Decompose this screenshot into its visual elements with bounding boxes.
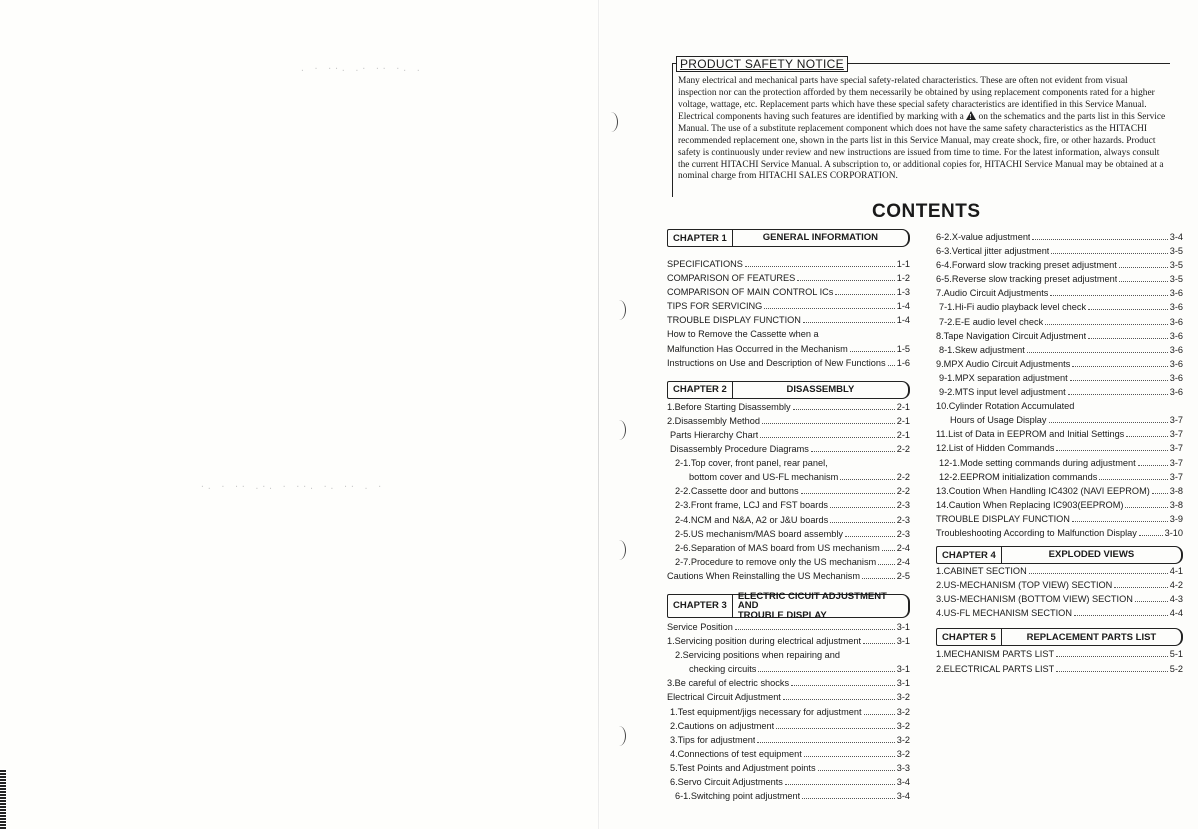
toc-entry-page: 2-1 [896, 415, 910, 426]
toc-entry-page: 3-1 [896, 664, 910, 675]
toc-entry-title: 4.US-FL MECHANISM SECTION [936, 608, 1072, 619]
toc-entry-title: TROUBLE DISPLAY FUNCTION [936, 513, 1070, 524]
toc-entry-page: 3-5 [1169, 274, 1183, 285]
toc-entry-page: 3-6 [1169, 387, 1183, 398]
leader-dots [830, 507, 895, 508]
toc-entry-title: 12-1.Mode setting commands during adjustment [939, 457, 1136, 468]
toc-entry-title: bottom cover and US-FL mechanism [689, 472, 839, 483]
toc-entry-page: 3-10 [1164, 527, 1183, 538]
toc-entry [667, 707, 910, 721]
toc-entry-title: Parts Hierarchy Chart [670, 429, 759, 440]
contents-right-column [936, 232, 1183, 678]
leader-dots [1072, 366, 1167, 367]
toc-entry-page: 3-9 [1169, 513, 1183, 524]
toc-entry-page: 2-3 [896, 528, 910, 539]
toc-entry-title: 2-7.Procedure to remove only the US mechanism [675, 556, 877, 567]
toc-entry-page: 4-2 [1169, 580, 1183, 591]
toc-entry-page: 3-2 [896, 706, 910, 717]
toc-entry-page: 3-1 [896, 621, 910, 632]
toc-entry-title: 13.Coution When Handling IC4302 (NAVI EEPROM) [936, 485, 1150, 496]
toc-entry [667, 315, 910, 329]
leader-dots [1049, 422, 1168, 423]
toc-entry [936, 649, 1183, 663]
toc-entry-title: 2-2.Cassette door and buttons [675, 486, 799, 497]
leader-dots [1056, 671, 1167, 672]
toc-entry [936, 232, 1183, 246]
toc-entry-title: 6-1.Switching point adjustment [675, 791, 801, 802]
toc-entry [667, 486, 910, 500]
scan-edge-mark [0, 769, 6, 829]
chapter-4-header [936, 546, 1183, 564]
toc-entry-title: 2.ELECTRICAL PARTS LIST [936, 663, 1055, 674]
toc-entry-title: How to Remove the Cassette when a [667, 329, 819, 340]
toc-entry-title: 2.Servicing positions when repairing and [675, 650, 840, 661]
leader-dots [1029, 573, 1168, 574]
leader-dots [878, 564, 895, 565]
toc-entry-page: 3-7 [1169, 457, 1183, 468]
warning-triangle-icon [966, 111, 976, 120]
toc-entry [667, 500, 910, 514]
toc-entry-page: 3-8 [1169, 485, 1183, 496]
toc-entry [936, 415, 1183, 429]
toc-entry [667, 273, 910, 287]
toc-entry-page: 3-6 [1169, 288, 1183, 299]
toc-entry-page: 3-2 [896, 748, 910, 759]
toc-entry-page: 1-4 [896, 315, 910, 326]
toc-entry-title: 6-3.Vertical jitter adjustment [936, 246, 1050, 257]
contents-left-column [667, 229, 910, 805]
toc-entry-page: 2-1 [896, 429, 910, 440]
leader-dots [735, 629, 895, 630]
toc-entry-title: Malfunction Has Occurred in the Mechanism [667, 343, 848, 354]
leader-dots [1070, 380, 1168, 381]
toc-entry [667, 622, 910, 636]
toc-entry [936, 458, 1183, 472]
toc-entry-title: 4.Connections of test equipment [670, 748, 802, 759]
toc-entry-title: 6-5.Reverse slow tracking preset adjustment [936, 274, 1118, 285]
toc-entry [667, 678, 910, 692]
toc-entry [667, 402, 910, 416]
toc-entry-page: 2-5 [896, 570, 910, 581]
leader-dots [1045, 324, 1168, 325]
page-fold [598, 0, 599, 829]
toc-entry [667, 692, 910, 706]
toc-entry-page: 4-1 [1169, 566, 1183, 577]
toc-entry [936, 274, 1183, 288]
toc-entry [667, 557, 910, 571]
toc-entry-page: 2-3 [896, 500, 910, 511]
toc-entry-page: 2-4 [896, 556, 910, 567]
toc-entry-title: 1.MECHANISM PARTS LIST [936, 649, 1055, 660]
leader-dots [835, 294, 894, 295]
binding-hole-mark [604, 112, 618, 132]
leader-dots [830, 522, 895, 523]
toc-entry-title: 7-2.E-E audio level check [939, 316, 1044, 327]
leader-dots [850, 351, 895, 352]
toc-entry-page: 1-3 [896, 287, 910, 298]
toc-entry-page: 3-7 [1169, 429, 1183, 440]
toc-entry [936, 580, 1183, 594]
toc-entry [936, 443, 1183, 457]
toc-entry-title: 2-3.Front frame, LCJ and FST boards [675, 500, 829, 511]
leader-dots [1032, 239, 1167, 240]
toc-entry-title: 9.MPX Audio Circuit Adjustments [936, 358, 1071, 369]
toc-entry [667, 636, 910, 650]
safety-notice-text: Many electrical and mechanical parts have special safety-related characteristics. These are often not evident from visual inspection nor can the protection afforded by them necessarily be obtained by using replacement components rated for a higher voltage, wattage, etc. Replacement parts which have these special safety characteristics are identified in this Service Manual. Electrical components having such features are identified by marking with a ! on the schematics and the parts list in this Service Manual. The use of a substitute replacement component which does not have the same safety characteristics as the HITACHI recommended replacement one, shown in the parts list in this Service Manual, may create shock, fire, or other hazards. Product safety is continuously under review and new instructions are issued from time to time. For the latest information, always consult the current HITACHI Service Manual. A subscription to, or additional copies for, HITACHI Service Manual may be obtained at a nominal charge from HITACHI SALES CORPORATION. [678, 76, 1166, 183]
leader-dots [793, 409, 895, 410]
toc-entry-title: 12.List of Hidden Commands [936, 443, 1055, 454]
toc-entry [667, 650, 910, 664]
toc-entry [667, 430, 910, 444]
toc-entry-title: 6-4.Forward slow tracking preset adjustment [936, 260, 1117, 271]
toc-entry-title: 1.Servicing position during electrical adjustment [667, 636, 862, 647]
toc-entry-page: 3-7 [1169, 471, 1183, 482]
toc-entry-page: 3-8 [1169, 499, 1183, 510]
toc-entry [936, 302, 1183, 316]
scan-noise: ·. · ·· .·. · ··. ·. ·· . · [200, 482, 385, 491]
contents-heading: CONTENTS [872, 201, 981, 222]
chapter-3-continued-entries [936, 232, 1183, 542]
toc-entry [667, 664, 910, 678]
toc-entry-title: 1.CABINET SECTION [936, 566, 1027, 577]
toc-entry [936, 566, 1183, 580]
toc-entry [936, 317, 1183, 331]
toc-entry-title: 9-1.MPX separation adjustment [939, 372, 1068, 383]
toc-entry-title: 2-4.NCM and N&A, A2 or J&U boards [675, 514, 829, 525]
toc-entry [936, 288, 1183, 302]
toc-entry-page: 3-2 [896, 720, 910, 731]
toc-entry-title: 2-1.Top cover, front panel, rear panel, [675, 458, 828, 469]
toc-entry [936, 331, 1183, 345]
chapter-title: EXPLODED VIEWS [1048, 549, 1135, 561]
chapter-title: REPLACEMENT PARTS LIST [1026, 631, 1157, 643]
leader-dots [1056, 450, 1167, 451]
chapter-title: DISASSEMBLY [786, 384, 855, 395]
chapter-2-header [667, 381, 910, 399]
toc-entry-title: 3.Tips for adjustment [670, 734, 756, 745]
leader-dots [1050, 295, 1167, 296]
toc-entry-title: TIPS FOR SERVICING [667, 301, 763, 312]
chapter-1-entries [667, 259, 910, 372]
toc-entry-page: 2-2 [896, 472, 910, 483]
toc-entry-title: 2.Disassembly Method [667, 415, 760, 426]
toc-entry-page: 3-7 [1169, 443, 1183, 454]
toc-entry [667, 749, 910, 763]
toc-entry [936, 387, 1183, 401]
toc-entry [936, 472, 1183, 486]
leader-dots [783, 699, 895, 700]
leader-dots [1114, 587, 1167, 588]
leader-dots [785, 784, 895, 785]
toc-entry-title: 11.List of Data in EEPROM and Initial Settings [936, 429, 1125, 440]
toc-entry [667, 529, 910, 543]
leader-dots [888, 365, 895, 366]
toc-entry-page: 2-4 [896, 542, 910, 553]
leader-dots [1074, 615, 1168, 616]
leader-dots [1088, 338, 1168, 339]
toc-entry-title: 5.Test Points and Adjustment points [670, 762, 816, 773]
toc-entry-title: 7.Audio Circuit Adjustments [936, 288, 1049, 299]
toc-entry-page: 3-2 [896, 692, 910, 703]
toc-entry [667, 358, 910, 372]
toc-entry-page: 3-6 [1169, 302, 1183, 313]
toc-entry-page: 2-3 [896, 514, 910, 525]
toc-entry [936, 373, 1183, 387]
leader-dots [1068, 394, 1168, 395]
chapter-title: GENERAL INFORMATION [762, 232, 879, 244]
leader-dots [797, 280, 894, 281]
leader-dots [1152, 493, 1168, 494]
toc-entry [936, 359, 1183, 373]
leader-dots [762, 423, 895, 424]
leader-dots [1139, 535, 1163, 536]
leader-dots [1051, 253, 1167, 254]
leader-dots [1056, 656, 1168, 657]
toc-entry-title: 2-6.Separation of MAS board from US mechanism [675, 542, 880, 553]
toc-entry [936, 429, 1183, 443]
toc-entry [936, 528, 1183, 542]
leader-dots [1099, 479, 1167, 480]
chapter-4-entries [936, 566, 1183, 622]
chapter-5-header [936, 628, 1183, 646]
leader-dots [776, 728, 895, 729]
toc-entry-title: 14.Caution When Replacing IC903(EEPROM) [936, 499, 1124, 510]
leader-dots [1126, 436, 1167, 437]
toc-entry [936, 246, 1183, 260]
toc-entry-title: 6-2.X-value adjustment [936, 232, 1031, 242]
toc-entry-page: 4-4 [1169, 608, 1183, 619]
toc-entry [936, 500, 1183, 514]
toc-entry [936, 401, 1183, 415]
leader-dots [802, 798, 895, 799]
toc-entry-page: 1-6 [896, 357, 910, 368]
leader-dots [1088, 309, 1168, 310]
leader-dots [845, 536, 895, 537]
leader-dots [1125, 507, 1167, 508]
leader-dots [1072, 521, 1168, 522]
toc-entry-title: Disassembly Procedure Diagrams [670, 444, 809, 455]
toc-entry-title: COMPARISON OF MAIN CONTROL ICs [667, 287, 834, 298]
leader-dots [840, 479, 894, 480]
leader-dots [882, 550, 895, 551]
toc-entry [667, 777, 910, 791]
binding-hole-mark [612, 540, 626, 560]
toc-entry-page: 1-1 [896, 259, 910, 269]
leader-dots [1119, 267, 1168, 268]
chapter-label: CHAPTER 2 [668, 382, 733, 398]
chapter-label: CHAPTER 1 [668, 230, 733, 246]
binding-hole-mark [612, 726, 626, 746]
toc-entry-page: 2-2 [896, 486, 910, 497]
toc-entry-title: 6.Servo Circuit Adjustments [670, 777, 783, 787]
toc-entry [936, 345, 1183, 359]
toc-entry [667, 444, 910, 458]
leader-dots [760, 437, 894, 438]
leader-dots [1138, 465, 1168, 466]
toc-entry-page: 3-1 [896, 636, 910, 647]
toc-entry [936, 260, 1183, 274]
chapter-title: ELECTRIC CICUIT ADJUSTMENT AND TROUBLE DISPLAY [737, 590, 887, 621]
toc-entry-page: 1-2 [896, 273, 910, 284]
toc-entry-title: 3.US-MECHANISM (BOTTOM VIEW) SECTION [936, 594, 1133, 605]
toc-entry-title: TROUBLE DISPLAY FUNCTION [667, 315, 801, 326]
toc-entry-title: 1.Test equipment/jigs necessary for adjustment [670, 706, 862, 717]
leader-dots [811, 451, 895, 452]
toc-entry-page: 3-6 [1169, 316, 1183, 327]
toc-entry-title: Service Position [667, 621, 733, 632]
toc-entry [667, 543, 910, 557]
toc-entry-title: SPECIFICATIONS [667, 259, 743, 269]
leader-dots [764, 308, 894, 309]
toc-entry-page: 3-3 [896, 762, 910, 773]
toc-entry-title: 8.Tape Navigation Circuit Adjustment [936, 330, 1087, 341]
leader-dots [758, 671, 894, 672]
toc-entry-title: Troubleshooting According to Malfunction Display [936, 527, 1137, 538]
toc-entry-page: 3-4 [896, 777, 910, 787]
toc-entry-page: 3-1 [896, 678, 910, 689]
leader-dots [818, 770, 895, 771]
toc-entry [667, 791, 910, 805]
toc-entry [667, 344, 910, 358]
toc-entry [667, 458, 910, 472]
leader-dots [1027, 352, 1168, 353]
chapter-label: CHAPTER 3 [668, 595, 733, 617]
toc-entry-page: 4-3 [1169, 594, 1183, 605]
chapter-3-header [667, 590, 910, 621]
toc-entry-title: 9-2.MTS input level adjustment [939, 387, 1066, 398]
toc-entry-title: 1.Before Starting Disassembly [667, 401, 791, 412]
toc-entry-page: 5-1 [1169, 649, 1183, 660]
toc-entry-page: 3-6 [1169, 344, 1183, 355]
safety-notice-title: PRODUCT SAFETY NOTICE [676, 56, 848, 72]
toc-entry-page: 3-6 [1169, 358, 1183, 369]
toc-entry [667, 515, 910, 529]
leader-dots [757, 742, 894, 743]
toc-entry [667, 301, 910, 315]
toc-entry [667, 287, 910, 301]
toc-entry-page: 3-6 [1169, 372, 1183, 383]
chapter-2-entries [667, 402, 910, 585]
toc-entry [667, 721, 910, 735]
leader-dots [801, 493, 895, 494]
toc-entry-title: 3.Be careful of electric shocks [667, 678, 790, 689]
toc-entry-title: 10.Cylinder Rotation Accumulated [936, 401, 1075, 412]
toc-entry [667, 763, 910, 777]
chapter-label: CHAPTER 5 [937, 629, 1002, 645]
toc-entry-page: 3-5 [1169, 260, 1183, 271]
leader-dots [862, 578, 895, 579]
leader-dots [804, 756, 895, 757]
toc-entry-title: 7-1.Hi-Fi audio playback level check [939, 302, 1087, 313]
leader-dots [863, 643, 895, 644]
leader-dots [1119, 281, 1167, 282]
binding-hole-mark [612, 420, 626, 440]
binding-hole-mark [612, 300, 626, 320]
toc-entry-title: COMPARISON OF FEATURES [667, 273, 796, 284]
chapter-3-entries [667, 622, 910, 805]
toc-entry-page: 3-7 [1169, 415, 1183, 426]
toc-entry [667, 735, 910, 749]
scan-noise: . · ··. .· ·· ·. . [300, 64, 423, 73]
toc-entry-page: 3-6 [1169, 330, 1183, 341]
chapter-label: CHAPTER 4 [937, 547, 1002, 563]
toc-entry-title: Electrical Circuit Adjustment [667, 692, 781, 703]
chapter-5-entries [936, 649, 1183, 677]
toc-entry-page: 3-5 [1169, 246, 1183, 257]
toc-entry-page: 1-5 [896, 343, 910, 354]
chapter-1-header [667, 229, 910, 247]
toc-entry [936, 608, 1183, 622]
leader-dots [1135, 601, 1168, 602]
toc-entry [936, 664, 1183, 678]
toc-entry-page: 3-4 [1169, 232, 1183, 242]
toc-entry [936, 486, 1183, 500]
toc-entry-title: 8-1.Skew adjustment [939, 344, 1025, 355]
toc-entry-page: 2-1 [896, 401, 910, 412]
toc-entry-page: 3-2 [896, 734, 910, 745]
toc-entry [667, 329, 910, 343]
toc-entry-title: 2.Cautions on adjustment [670, 720, 775, 731]
toc-entry [936, 594, 1183, 608]
toc-entry [936, 514, 1183, 528]
toc-entry-title: Instructions on Use and Description of New Functions [667, 357, 886, 368]
toc-entry-title: 2-5.US mechanism/MAS board assembly [675, 528, 843, 539]
toc-entry-page: 1-4 [896, 301, 910, 312]
toc-entry-title: Hours of Usage Display [950, 415, 1047, 426]
toc-entry-page: 5-2 [1169, 663, 1183, 674]
leader-dots [864, 714, 895, 715]
leader-dots [791, 685, 895, 686]
toc-entry [667, 472, 910, 486]
toc-entry-title: Cautions When Reinstalling the US Mechanism [667, 570, 861, 581]
toc-entry [667, 259, 910, 273]
toc-entry-page: 2-2 [896, 444, 910, 455]
toc-entry [667, 416, 910, 430]
toc-entry-title: 2.US-MECHANISM (TOP VIEW) SECTION [936, 580, 1113, 591]
toc-entry-page: 3-4 [896, 791, 910, 802]
toc-entry-title: 12-2.EEPROM initialization commands [939, 471, 1098, 482]
leader-dots [803, 322, 895, 323]
toc-entry [667, 571, 910, 585]
toc-entry-title: checking circuits [689, 664, 757, 675]
leader-dots [745, 266, 895, 267]
